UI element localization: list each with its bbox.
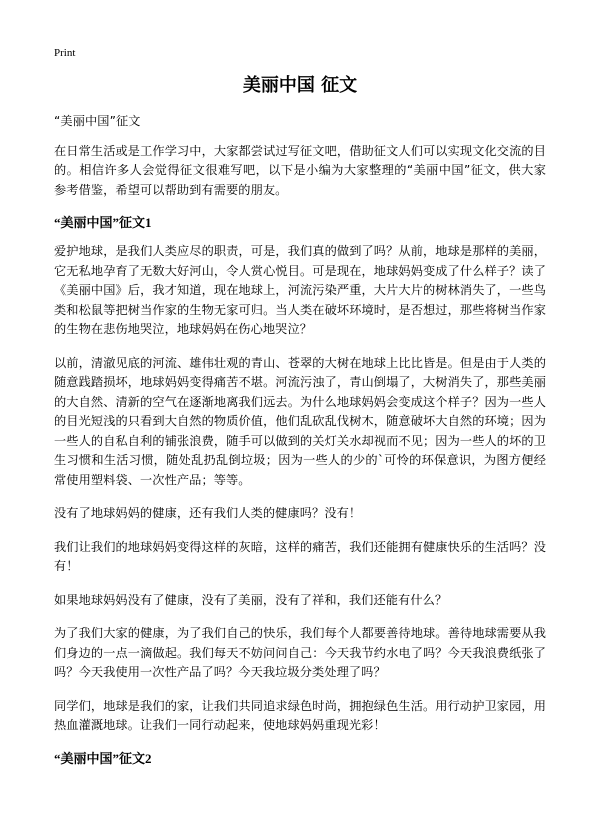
essay-paragraph: 我们让我们的地球妈妈变得这样的灰暗，这样的痛苦，我们还能拥有健康快乐的生活吗？没有！ bbox=[54, 539, 546, 573]
essay-paragraph: 没有了地球妈妈的健康，还有我们人类的健康吗？没有！ bbox=[54, 506, 362, 520]
essay-section-1 bbox=[54, 214, 546, 736]
section-heading: “美丽中国”征文2 bbox=[54, 750, 152, 766]
intro-paragraph: 在日常生活或是工作学习中，大家都尝试过写征文吧，借助征文人们可以实现文化交流的目的。相信许多人会觉得征文很难写吧，以下是小编为大家整理的“美丽中国”征文，供大家参考借鉴，希望可以帮助到有需要的朋友。 bbox=[54, 143, 546, 197]
essay-section-2 bbox=[54, 750, 546, 768]
essay-paragraph: 如果地球妈妈没有了健康，没有了美丽，没有了祥和，我们还能有什么？ bbox=[54, 592, 448, 607]
page-title: 美丽中国 征文 bbox=[242, 75, 358, 96]
essay-paragraph: 为了我们大家的健康，为了我们自己的快乐，我们每个人都要善待地球。善待地球需要从我们身边的一点一滴做起。我们每天不妨问问自己：今天我节约水电了吗？今天我浪费纸张了吗？今天我使用一次性产品了吗？今天我垃圾分类处理了吗？ bbox=[54, 626, 546, 679]
section-heading: “美丽中国”征文1 bbox=[54, 215, 152, 230]
essay-paragraph: 以前，清澈见底的河流、雄伟壮观的青山、苍翠的大树在地球上比比皆是。但是由于人类的随意践踏损坏，地球妈妈变得痛苦不堪。河流污浊了，青山倒塌了，大树消失了，那些美丽的大自然、清新的空气在逐渐地离我们远去。为什么地球妈妈会变成这个样子？因为一些人的目光短浅的只看到大自然的物质价值，他们乱砍乱伐树木，随意破坏大自然的环境；因为一些人的自私自利的铺张浪费，随手可以做到的关灯关水却视而不见；因为一些人的坏的卫生习惯和生活习惯，随处乱扔乱倒垃圾；因为一些人的少的`可怜的环保意识，为图方便经常使用塑料袋、一次性产品；等等。 bbox=[54, 355, 546, 487]
print-link[interactable]: Print bbox=[54, 47, 76, 59]
document-subtitle: “美丽中国”征文 bbox=[54, 114, 141, 128]
essay-paragraph: 爱护地球，是我们人类应尽的职责，可是，我们真的做到了吗？从前，地球是那样的美丽，它无私地孕育了无数大好河山，令人赏心悦目。可是现在，地球妈妈变成了什么样子？读了《美丽中国》后，我才知道，现在地球上，河流污染严重，大片大片的树林消失了，一些鸟类和松鼠等把树当作家的生物无家可归。当人类在破坏环境时，是否想过，那些将树当作家的生物在悲伤地哭泣，地球妈妈在伤心地哭泣？ bbox=[54, 244, 546, 336]
essay-paragraph: 同学们，地球是我们的家，让我们共同追求绿色时尚，拥抱绿色生活。用行动护卫家园，用热血灌溉地球。让我们一同行动起来，使地球妈妈重现光彩！ bbox=[54, 698, 546, 732]
